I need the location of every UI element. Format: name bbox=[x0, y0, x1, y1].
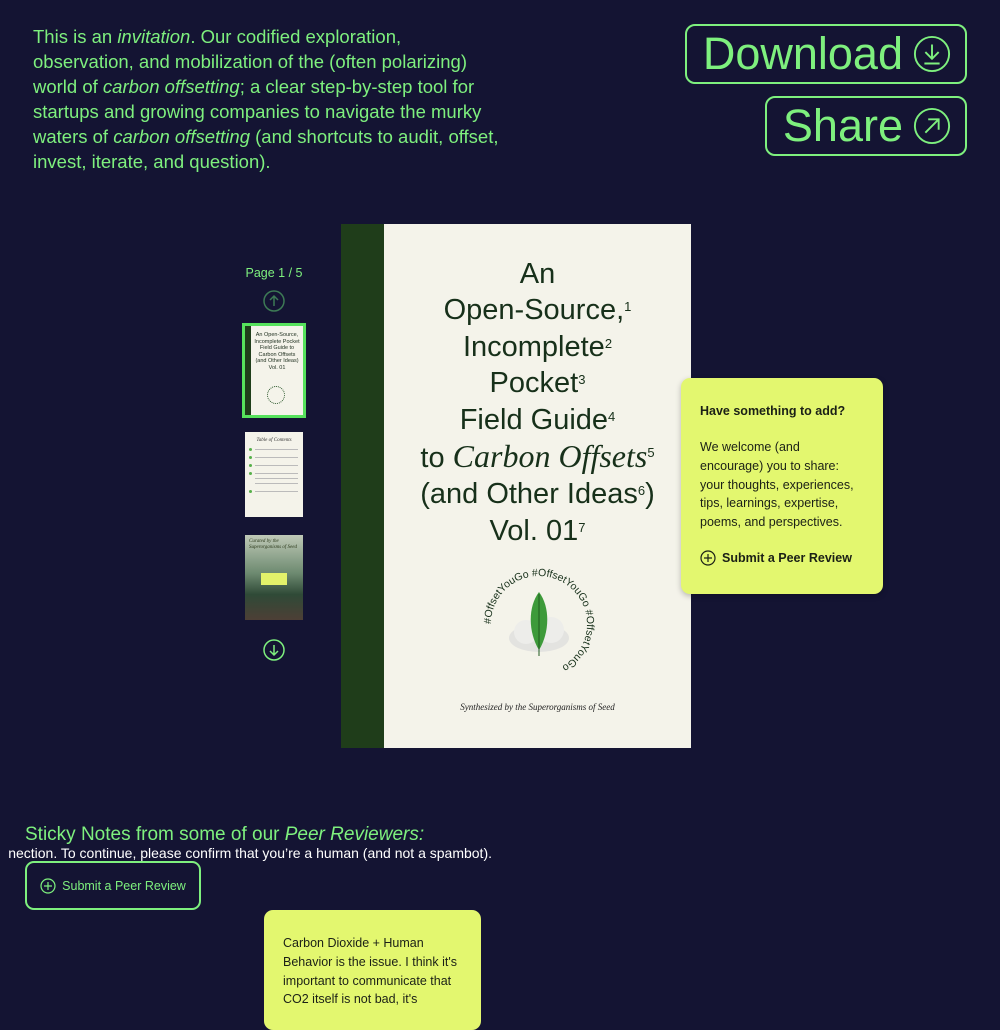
document-cover-page bbox=[341, 224, 691, 748]
page-thumbnail-2[interactable] bbox=[245, 432, 303, 517]
cover-title: An Open-Source,$^1$ Incomplete$^2$ Pocket$^3$ Field Guide$^4$ to Carbon Offsets$^5$ (and Other Ideas$^6$) Vol. $01^7$ bbox=[420, 258, 655, 547]
sticky-heading: Have something to add? bbox=[700, 404, 846, 418]
page-thumbnail-1[interactable] bbox=[245, 326, 303, 415]
download-button[interactable] bbox=[685, 24, 967, 84]
toc-line bbox=[255, 483, 298, 484]
sticky-body: We welcome (and encourage) you to share: your thoughts, experiences, tips, learnings, expertise, poems, and perspectives. bbox=[700, 440, 854, 530]
offset-seal-icon bbox=[479, 564, 599, 684]
toc-bullet bbox=[249, 490, 252, 493]
submit-peer-review-link[interactable]: Submit a Peer Review bbox=[700, 550, 865, 566]
toc-line bbox=[255, 449, 298, 450]
download-label: Download bbox=[702, 28, 903, 79]
toc-bullet bbox=[249, 448, 252, 451]
reviewers-heading: Sticky Notes from some of our Peer Reviewers: bbox=[25, 824, 425, 845]
captcha-message: nection. To continue, please confirm that you’re a human (and not a spambot). bbox=[8, 845, 492, 861]
toc-line bbox=[255, 478, 298, 479]
toc-line bbox=[255, 473, 298, 474]
toc-line bbox=[255, 491, 298, 492]
share-icon bbox=[913, 107, 951, 145]
thumbnail-heading: Curated by the Superorganisms of Seed bbox=[249, 539, 297, 550]
thumbnail-tag bbox=[261, 573, 287, 585]
thumbnail-spine bbox=[245, 326, 251, 415]
plus-circle-icon bbox=[700, 550, 716, 566]
toc-bullet bbox=[249, 456, 252, 459]
intro-text: This is an invitation. Our codified exploration, observation, and mobilization of the (often polarizing) world of carbon offsetting; a clear step-by-step tool for startups and growing companies to navigate the murky waters of carbon offsetting (and shortcuts to audit, offset, invest, iterate, and question). bbox=[33, 26, 499, 172]
page-thumbnail-3[interactable] bbox=[245, 535, 303, 620]
download-icon bbox=[913, 35, 951, 73]
toc-bullet bbox=[249, 464, 252, 467]
share-button[interactable] bbox=[765, 96, 967, 156]
cover-credit: Synthesized by the Superorganisms of Seed bbox=[460, 702, 615, 712]
page-navigator bbox=[240, 266, 308, 312]
thumbnail-seal-icon bbox=[267, 386, 285, 404]
toc-line bbox=[255, 465, 298, 466]
plus-circle-icon bbox=[40, 878, 56, 894]
toc-bullet bbox=[249, 472, 252, 475]
peer-review-text: Carbon Dioxide + Human Behavior is the issue. I think it's important to communicate that CO2 itself is not bad, it's bbox=[283, 936, 457, 1007]
cover-spine bbox=[341, 224, 384, 748]
svg-text:#OffsetYouGo #OffsetYouGo #Off: #OffsetYouGo #OffsetYouGo #OffsetYouGo bbox=[481, 566, 597, 674]
share-label: Share bbox=[782, 100, 903, 151]
thumbnail-title: An Open-Source, Incomplete Pocket Field Guide to Carbon Offsets (and Other Ideas) Vol. 01 bbox=[254, 332, 300, 371]
page-counter: Page 1 / 5 bbox=[245, 266, 303, 280]
sticky-note-cta bbox=[681, 378, 883, 594]
peer-review-note bbox=[264, 910, 481, 1030]
toc-line bbox=[255, 457, 298, 458]
page-up-icon[interactable] bbox=[263, 290, 285, 312]
submit-peer-review-button[interactable]: Submit a Peer Review bbox=[25, 861, 201, 910]
page-down-icon[interactable] bbox=[263, 639, 285, 661]
thumbnail-toc-heading: Table of Contents bbox=[256, 438, 292, 443]
